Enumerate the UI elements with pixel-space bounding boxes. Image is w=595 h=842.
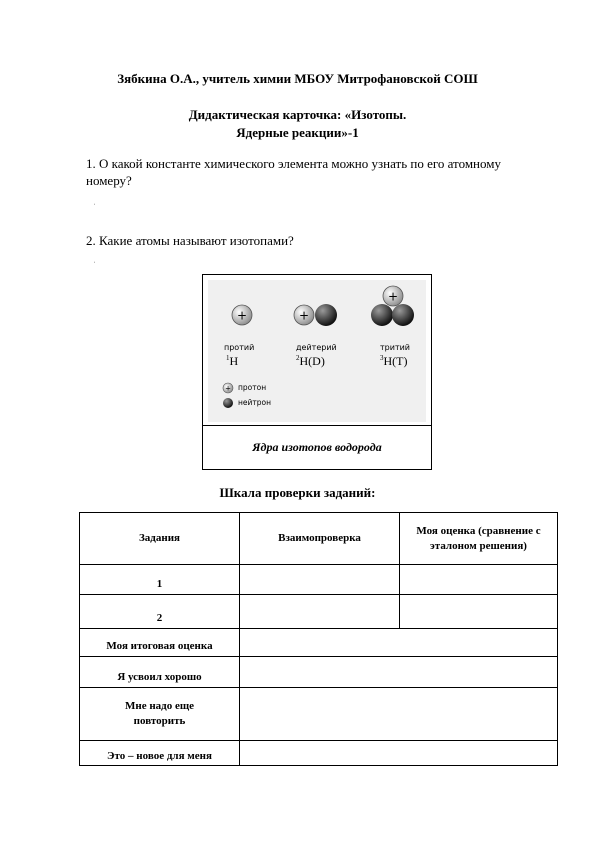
summary-cell[interactable] xyxy=(240,741,558,766)
protium-name: протий xyxy=(224,343,255,352)
table-row xyxy=(80,741,558,766)
svg-text:+: + xyxy=(225,384,231,393)
svg-text:+: + xyxy=(298,308,310,323)
header-tasks: Задания xyxy=(80,513,240,565)
legend-neutron-label: нейтрон xyxy=(238,398,272,407)
summary-label: Это – новое для меня xyxy=(80,741,240,766)
protium-nucleus xyxy=(232,305,252,325)
figure-caption: Ядра изотопов водорода xyxy=(252,440,382,454)
card-title-line1: Дидактическая карточка: «Изотопы. xyxy=(188,107,407,122)
table-row xyxy=(80,657,558,688)
table-row xyxy=(80,595,558,629)
table-header-row xyxy=(80,513,558,565)
table-row xyxy=(80,565,558,595)
header-self-grade: Моя оценка (сравнение с эталоном решения) xyxy=(400,513,558,565)
tritium-symbol: $^3$H(T) xyxy=(380,354,408,368)
legend-neutron-icon xyxy=(223,398,233,408)
question-1: 1. О какой константе химического элемента можно узнать по его атомному номеру? xyxy=(86,156,501,188)
tritium-name: тритий xyxy=(380,343,410,352)
summary-label: Я усвоил хорошо xyxy=(80,657,240,688)
table-row xyxy=(80,688,558,741)
peer-review-cell[interactable] xyxy=(240,595,400,629)
answer-space-2[interactable]: ˌ xyxy=(93,254,96,263)
card-title-line2: Ядерные реакции»-1 xyxy=(236,125,359,140)
svg-text:+: + xyxy=(387,289,399,304)
summary-cell[interactable] xyxy=(240,629,558,657)
isotopes-illustration xyxy=(208,280,426,422)
legend-proton-icon xyxy=(223,383,233,393)
summary-cell[interactable] xyxy=(240,688,558,741)
deuterium-symbol: $^2$H(D) xyxy=(296,354,325,368)
summary-cell[interactable] xyxy=(240,657,558,688)
self-grade-cell[interactable] xyxy=(400,565,558,595)
tritium-nucleus xyxy=(371,286,414,326)
question-2: 2. Какие атомы называют изотопами? xyxy=(86,233,294,248)
summary-label: Моя итоговая оценка xyxy=(80,629,240,657)
summary-label: Мне надо еще повторить xyxy=(80,688,240,741)
peer-review-cell[interactable] xyxy=(240,565,400,595)
table-row xyxy=(80,629,558,657)
task-number: 2 xyxy=(80,595,240,629)
scale-title: Шкала проверки заданий: xyxy=(219,485,376,500)
header-peer-review: Взаимопроверка xyxy=(240,513,400,565)
svg-text:+: + xyxy=(236,308,248,323)
deuterium-name: дейтерий xyxy=(296,343,337,352)
self-grade-cell[interactable] xyxy=(400,595,558,629)
author-line: Зябкина О.А., учитель химии МБОУ Митрофановской СОШ xyxy=(117,71,478,86)
figure-caption-box xyxy=(203,425,431,469)
answer-space-1[interactable]: ˌ xyxy=(93,196,96,205)
deuterium-nucleus xyxy=(294,304,337,326)
protium-symbol: $^1$H xyxy=(226,354,239,368)
isotopes-figure xyxy=(202,274,432,470)
assessment-table xyxy=(79,512,558,766)
legend-proton-label: протон xyxy=(238,383,267,392)
task-number: 1 xyxy=(80,565,240,595)
